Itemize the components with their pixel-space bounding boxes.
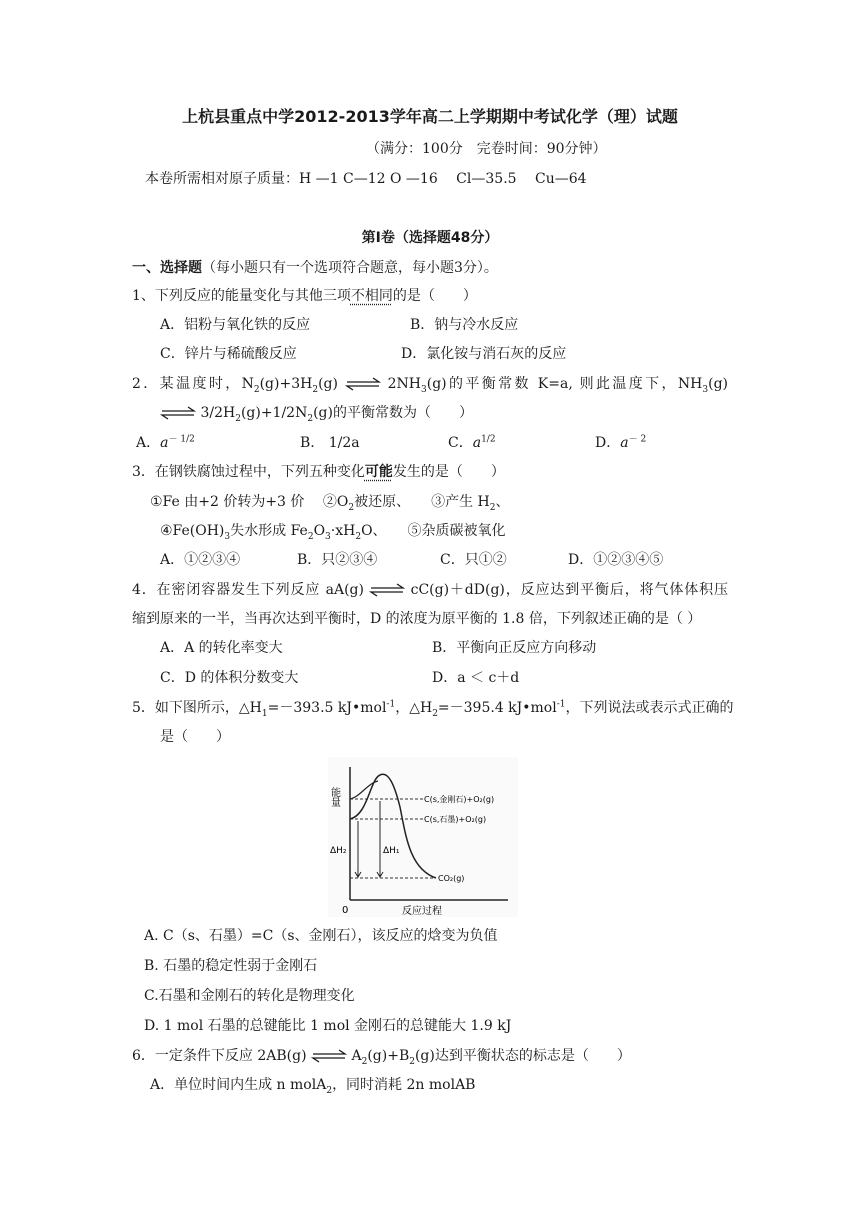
co2-level-label: CO₂(g) — [438, 874, 465, 883]
q5-line2: 是（ ） — [160, 729, 230, 745]
q3-stem-text: 3．在钢铁腐蚀过程中，下列五种变化 — [132, 464, 365, 480]
part1-heading: 第Ⅰ卷（选择题48分） — [361, 230, 499, 246]
subscript: 2 — [432, 708, 438, 719]
q2-text: (g)的平衡常数 K=a, 则此温度下，NH — [426, 376, 703, 392]
reaction-curve — [350, 774, 436, 878]
q2-text: (g) — [708, 376, 728, 392]
energy-diagram — [328, 757, 518, 917]
q3-text: O — [313, 523, 326, 539]
equilibrium-arrow-icon — [311, 1046, 347, 1066]
q3-option-b: B．只②③④ — [297, 552, 378, 568]
option-exponent: － 1/2 — [168, 434, 195, 445]
q3-stem-end: 发生的是（ ） — [392, 464, 505, 480]
q5-option-b: B. 石墨的稳定性弱于金刚石 — [144, 958, 318, 974]
q5-option-a: A. C（s、石墨）=C（s、金刚石），该反应的焓变为负值 — [144, 928, 498, 944]
q6-text: A．单位时间内生成 n molA — [150, 1077, 327, 1093]
q5-text: =－395.4 kJ•mol — [437, 700, 557, 716]
q4-option-d: D．a ＜ c＋d — [432, 670, 520, 686]
subscript: 2 — [307, 413, 314, 424]
q3-text: ①Fe 由+2 价转为+3 价 ②O — [150, 494, 349, 510]
q1-option-a: A．铝粉与氧化铁的反应 — [160, 317, 311, 333]
q2-text: 3/2H — [200, 405, 236, 421]
q1-option-b: B．钠与冷水反应 — [410, 317, 519, 333]
q3-text: ·xH — [330, 523, 356, 539]
q4-text: cC(g)＋dD(g)，反应达到平衡后，将气体体积压 — [410, 582, 728, 598]
q3-text: O、 ⑤杂质碳被氧化 — [361, 523, 506, 539]
q4-option-c: C．D 的体积分数变大 — [160, 670, 299, 686]
q5-line1 — [132, 698, 734, 718]
q2-text: (g)+3H — [259, 376, 313, 392]
option-label: C． — [448, 435, 473, 451]
q2-option-b: B. 1/2a — [300, 435, 360, 451]
subscript: 2 — [326, 1085, 333, 1096]
q2-text: (g)+1/2N — [240, 405, 308, 421]
subscript: 1 — [261, 708, 268, 719]
y-axis-label: 能量 — [328, 787, 340, 807]
q1-emphasis: 不相同 — [350, 288, 393, 304]
q1-stem — [132, 286, 477, 306]
q6-text: A — [351, 1048, 362, 1064]
subscript: 2 — [355, 531, 362, 542]
option-label: D． — [595, 435, 621, 451]
q2-text: 2NH — [387, 376, 422, 392]
atomic-masses: 本卷所需相对原子质量：H —1 C—12 O —16 Cl—35.5 Cu—64 — [145, 171, 587, 187]
section-label: 一、选择题 — [132, 260, 202, 276]
subscript: 3 — [325, 531, 331, 542]
exam-subtitle: （满分：100分 完卷时间：90分钟） — [366, 141, 607, 157]
subscript: 2 — [307, 531, 314, 542]
diamond-level-label: C(s,金刚石)+O₂(g) — [424, 795, 495, 804]
equilibrium-arrow-icon — [160, 403, 196, 423]
q4-line1 — [132, 580, 728, 600]
subscript: 2 — [235, 413, 241, 424]
q2-option-a — [136, 433, 195, 453]
q4-line2: 缩到原来的一半，当再次达到平衡时，D 的浓度为原平衡的 1.8 倍，下列叙述正确的是（ ） — [132, 611, 702, 627]
option-exponent: － 2 — [628, 434, 647, 445]
option-base: a — [620, 435, 629, 451]
subscript: 2 — [489, 502, 496, 513]
option-exponent: 1/2 — [481, 434, 496, 445]
q6-text: (g)+B — [367, 1048, 410, 1064]
q4-option-b: B．平衡向正反应方向移动 — [432, 640, 597, 656]
q3-option-d: D．①②③④⑤ — [568, 552, 664, 568]
subscript: 3 — [421, 384, 427, 395]
q2-option-d — [595, 433, 646, 453]
q5-text: ，△H — [395, 700, 433, 716]
superscript: -1 — [386, 699, 396, 710]
subscript: 2 — [253, 384, 260, 395]
energy-diagram-svg — [328, 757, 518, 917]
q5-text: ，下列说法或表示式正确的 — [565, 700, 734, 716]
q1-option-d: D．氯化铵与消石灰的反应 — [401, 346, 567, 362]
q4-text: 4．在密闭容器发生下列反应 aA(g) — [132, 582, 364, 598]
subscript: 2 — [312, 384, 319, 395]
q3-option-c: C．只①② — [440, 552, 507, 568]
q3-line3 — [160, 521, 506, 541]
dh1-label: ΔH₁ — [383, 846, 400, 856]
subscript: 3 — [702, 384, 709, 395]
q6-text: (g)达到平衡状态的标志是（ ） — [414, 1048, 631, 1064]
q3-line2 — [150, 492, 509, 512]
q2-option-c — [448, 433, 496, 453]
q2-text: (g) — [318, 376, 338, 392]
subscript: 2 — [361, 1056, 368, 1067]
q3-emphasis: 可能 — [364, 464, 393, 480]
q2-line1 — [132, 374, 728, 394]
q1-stem-end: 的是（ ） — [392, 288, 477, 304]
q1-stem-text: 1、下列反应的能量变化与其他三项 — [132, 288, 351, 304]
section-note: （每小题只有一个选项符合题意，每小题3分）。 — [202, 260, 498, 276]
q3-text: 失水形成 Fe — [230, 523, 308, 539]
superscript: -1 — [556, 699, 566, 710]
exam-title: 上杭县重点中学2012-2013学年高二上学期期中考试化学（理）试题 — [182, 107, 678, 126]
q6-line1 — [132, 1046, 631, 1066]
subscript: 3 — [224, 531, 231, 542]
q1-option-c: C．锌片与稀硫酸反应 — [160, 346, 297, 362]
origin-label: 0 — [342, 905, 349, 916]
q3-text: 、 — [495, 494, 510, 510]
q2-text: 2．某温度时，N — [132, 376, 254, 392]
q6-text: ，同时消耗 2n molAB — [332, 1077, 476, 1093]
q3-option-a: A．①②③④ — [160, 552, 241, 568]
q5-text: 5．如下图所示，△H — [132, 700, 262, 716]
q6-text: 6．一定条件下反应 2AB(g) — [132, 1048, 307, 1064]
q3-stem — [132, 462, 505, 482]
x-axis-label: 反应过程 — [402, 906, 442, 917]
q4-option-a: A．A 的转化率变大 — [160, 640, 283, 656]
option-base: a — [472, 435, 482, 451]
q3-text: ④Fe(OH) — [160, 523, 225, 539]
equilibrium-arrow-icon — [345, 374, 381, 394]
graphite-level-label: C(s,石墨)+O₂(g) — [424, 815, 487, 824]
q3-text: 被还原、 ③产生 H — [354, 494, 490, 510]
q5-option-c: C.石墨和金刚石的转化是物理变化 — [144, 988, 355, 1004]
section-heading — [132, 258, 498, 278]
dh2-label: ΔH₂ — [330, 846, 347, 856]
q5-text: =－393.5 kJ•mol — [267, 700, 387, 716]
option-label: A． — [136, 435, 161, 451]
equilibrium-arrow-icon — [369, 580, 405, 600]
q6-option-a — [150, 1075, 475, 1095]
q2-text: (g)的平衡常数为（ ） — [313, 405, 473, 421]
q5-option-d: D. 1 mol 石墨的总键能比 1 mol 金刚石的总键能大 1.9 kJ — [144, 1018, 512, 1034]
subscript: 2 — [409, 1056, 415, 1067]
option-base: a — [160, 435, 169, 451]
subscript: 2 — [348, 502, 355, 513]
q2-line2 — [160, 403, 473, 423]
